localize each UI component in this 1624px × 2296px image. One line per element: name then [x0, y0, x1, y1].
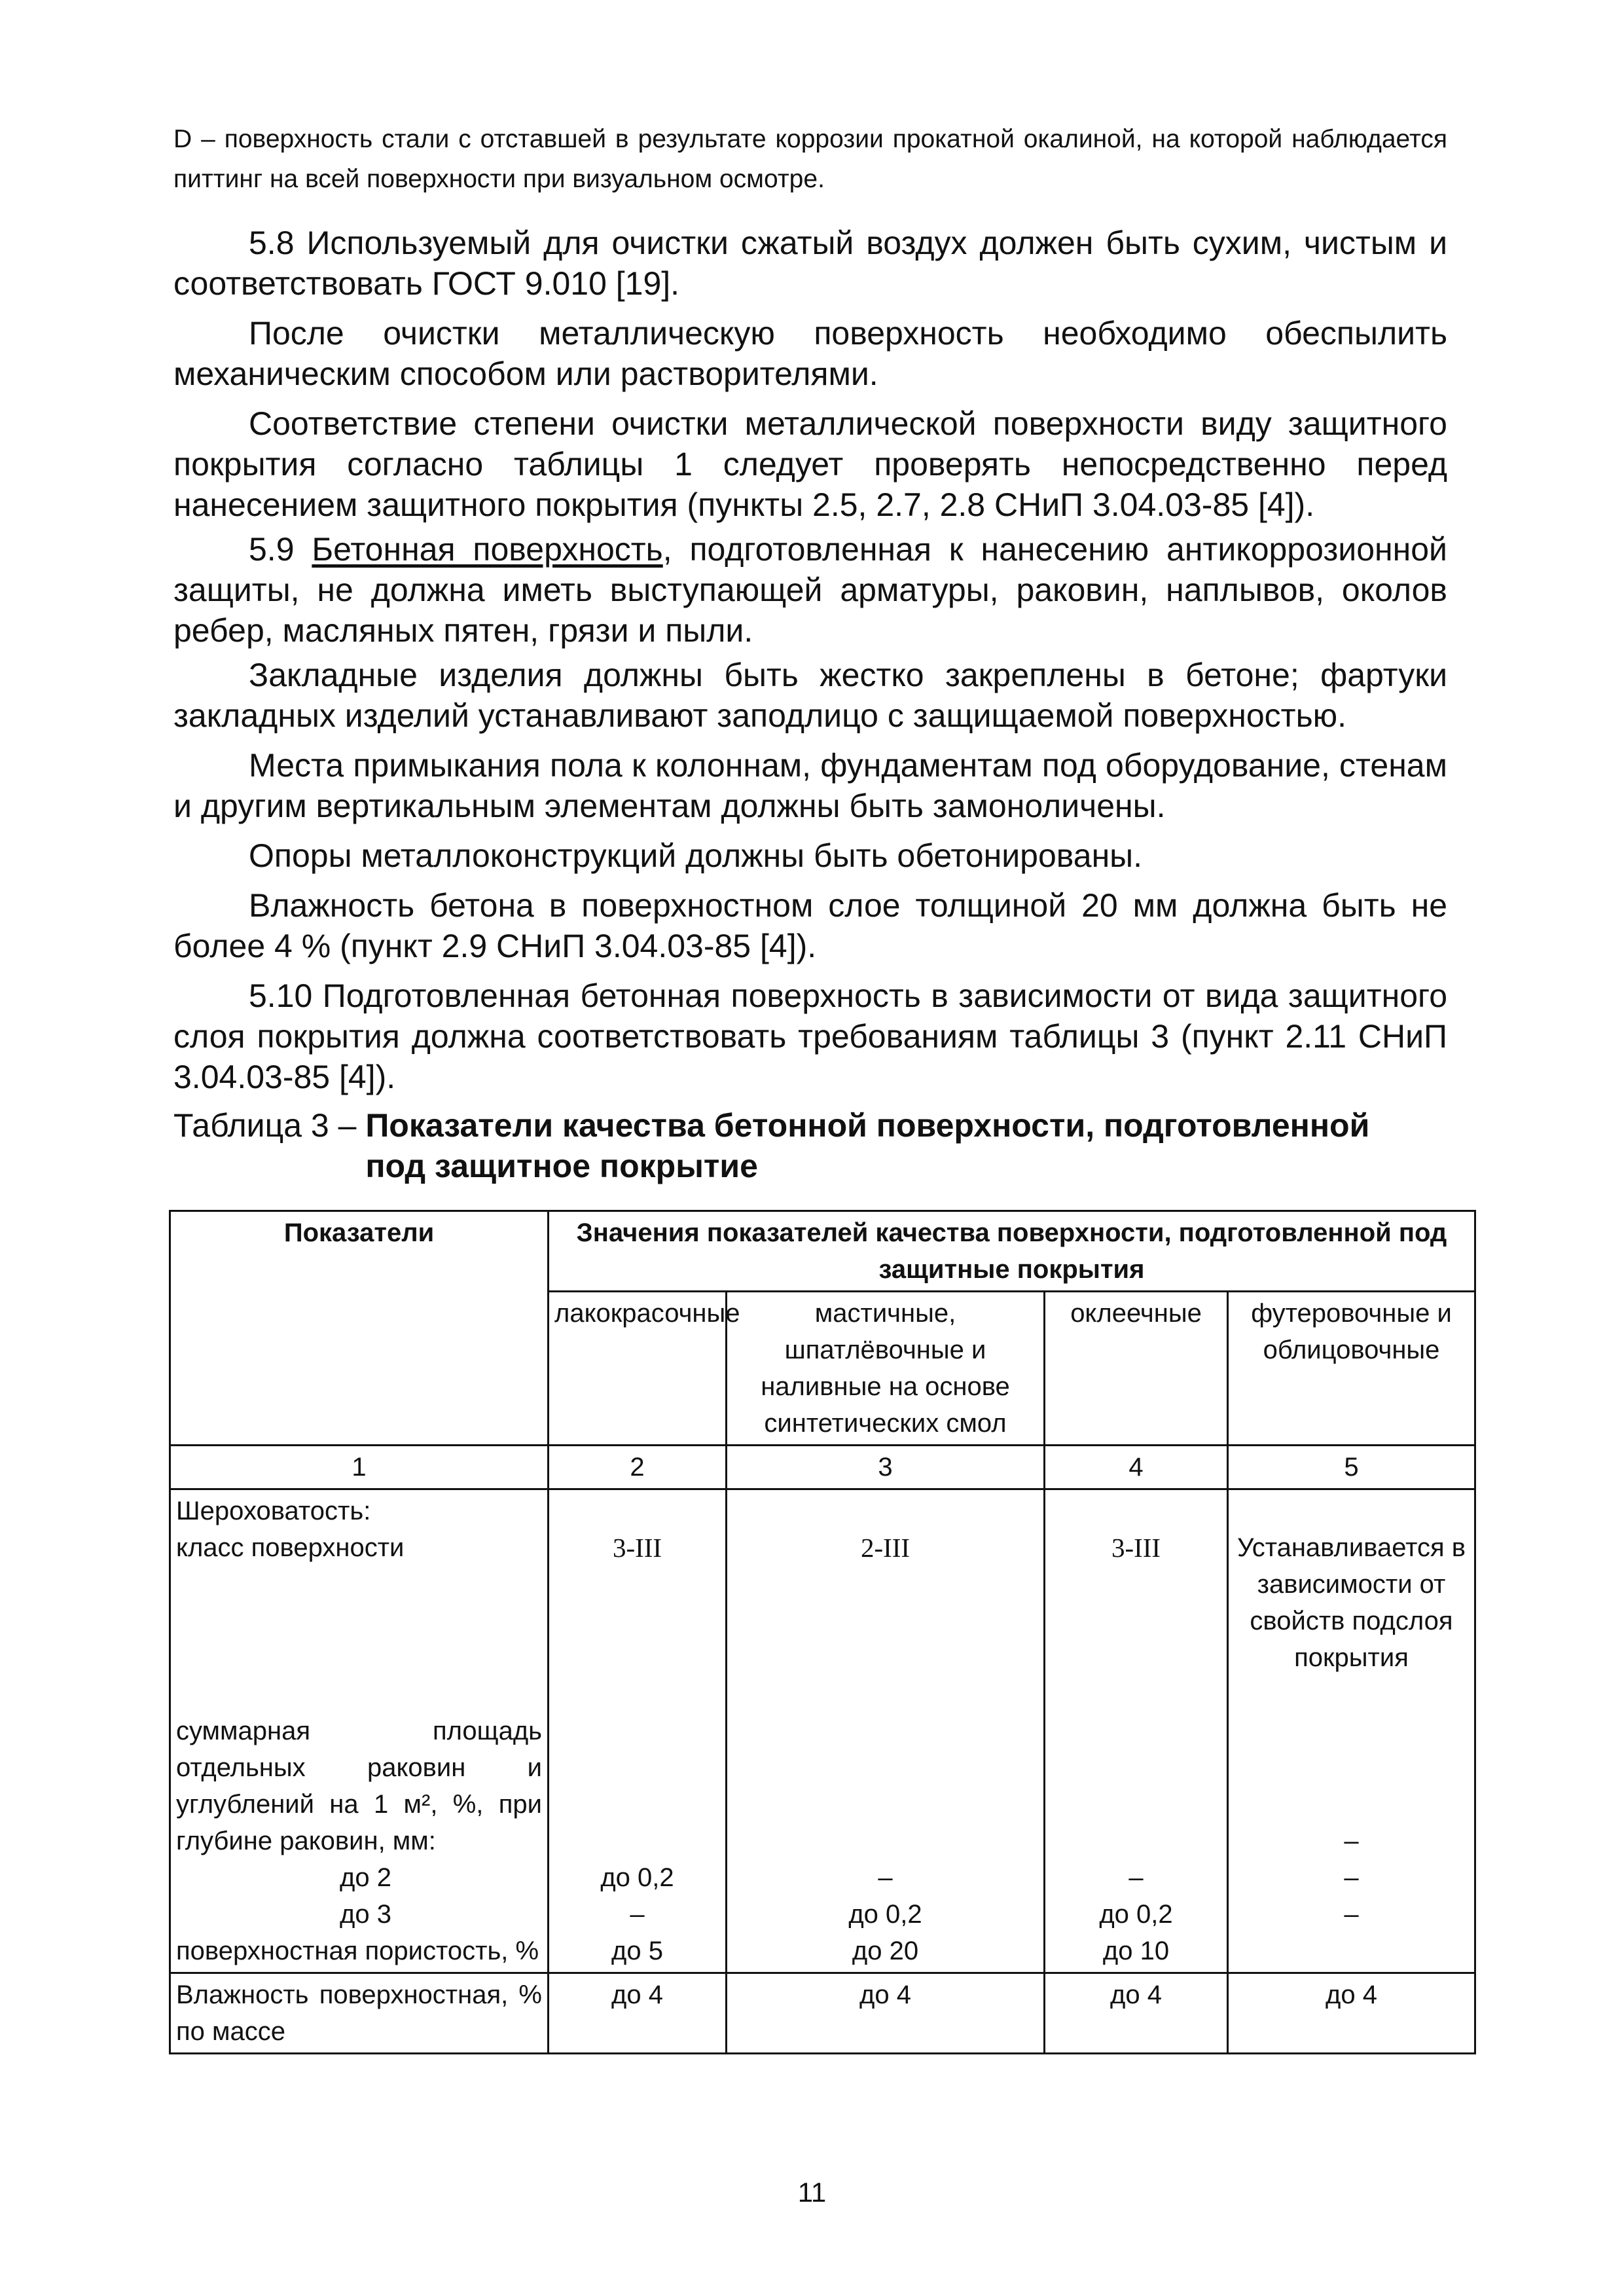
paragraph-5-8: 5.8 Используемый для очистки сжатый воздух должен быть сухим, чистым и соответствовать ГОСТ 9.010 [19].: [173, 225, 1447, 302]
column-number: 2: [549, 1446, 727, 1489]
depth-2-label: до 2: [340, 1863, 391, 1892]
note-d: D – поверхность стали с отставшей в результате коррозии прокатной окалиной, на которой наблюдается питтинг на всей поверхности при визуальном осмотре.: [173, 125, 1447, 193]
paragraph-concrete-moisture: Влажность бетона в поверхностном слое толщиной 20 мм должна быть не более 4 % (пункт 2.9 СНиП 3.04.03-85 [4]).: [173, 887, 1447, 964]
column-number: 5: [1228, 1446, 1475, 1489]
page-number: 11: [797, 2177, 827, 2208]
depth-2-value: –: [1344, 1827, 1359, 1855]
class-value: 2-III: [860, 1533, 911, 1563]
paragraph-cleaning-check: Соответствие степени очистки металлической поверхности виду защитного покрытия согласно таблицы 1 следует проверять непосредственно перед нанесением защитного покрытия (пункты 2.5, 2.7, 2.8 СНиП 3.04.03-85 [4]).: [173, 405, 1447, 523]
column-numbers-row: [170, 1446, 1475, 1489]
depth-2-value: до 0,2: [600, 1863, 674, 1892]
humidity-label: Влажность поверхностная, % по массе: [170, 1973, 549, 2054]
depth-3-value: –: [630, 1900, 645, 1929]
class-note: Устанавливается в зависимости от свойств подслоя покрытия: [1236, 1533, 1466, 1672]
paragraph-5-9: [173, 529, 1447, 651]
humidity-value: до 4: [1228, 1973, 1475, 2054]
term-concrete-surface: Бетонная поверхность: [312, 531, 663, 568]
indicators-cell: [170, 1489, 549, 1973]
header-group: Значения показателей качества поверхности, подготовленной под защитные покрытия: [549, 1211, 1475, 1292]
depth-3-value: до 0,2: [1099, 1900, 1173, 1929]
depth-3-value: до 0,2: [848, 1900, 922, 1929]
humidity-value: до 4: [549, 1973, 727, 2054]
paragraph-5-10: 5.10 Подготовленная бетонная поверхность в зависимости от вида защитного слоя покрытия должна соответствовать требованиям таблицы 3 (пункт 2.11 СНиП 3.04.03-85 [4]).: [173, 977, 1447, 1095]
table-caption: [173, 1105, 1447, 1186]
humidity-value: до 4: [1045, 1973, 1228, 2054]
mastic-values-cell: [727, 1489, 1045, 1973]
table-body-row: [170, 1489, 1475, 1973]
porosity-value: –: [1344, 1900, 1359, 1929]
depth-2-value: –: [878, 1863, 893, 1892]
paragraph-supports: Опоры металлоконструкций должны быть обетонированы.: [249, 837, 1143, 874]
header-lining-coatings: футеровочные и облицовочные: [1228, 1292, 1475, 1446]
roughness-label: Шероховатость:: [176, 1497, 371, 1525]
class-value: 3-III: [1111, 1533, 1161, 1563]
clause-text: , подготовленная к нанесению антикоррозионной защиты, не должна иметь выступающей арматуры, раковин, наплывов, околов ребер, масляных пятен, грязи и пыли.: [173, 531, 1447, 649]
depth-3-label: до 3: [340, 1900, 391, 1929]
main-text: [173, 223, 1447, 1106]
class-value: 3-III: [612, 1533, 662, 1563]
header-indicators: Показатели: [170, 1211, 549, 1446]
paragraph-floor-joints: Места примыкания пола к колоннам, фундаментам под оборудование, стенам и другим вертикальным элементам должны быть замоноличены.: [173, 747, 1447, 824]
humidity-value: до 4: [727, 1973, 1045, 2054]
porosity-value: до 20: [852, 1937, 919, 1965]
table-caption-label: Таблица 3 –: [173, 1107, 366, 1144]
porosity-value: до 10: [1102, 1937, 1170, 1965]
humidity-row: [170, 1973, 1475, 2054]
header-pasted-coatings: оклеечные: [1045, 1292, 1228, 1446]
table-header-row: [170, 1211, 1475, 1292]
depth-3-value: –: [1344, 1863, 1359, 1892]
quality-table: [169, 1210, 1476, 2054]
column-number: 1: [170, 1446, 549, 1489]
paragraph-dedusting: После очистки металлическую поверхность необходимо обеспылить механическим способом или растворителями.: [173, 315, 1447, 392]
porosity-value: до 5: [611, 1937, 663, 1965]
paragraph-embedded-parts: Закладные изделия должны быть жестко закреплены в бетоне; фартуки закладных изделий устанавливают заподлицо с защищаемой поверхностью.: [173, 657, 1447, 734]
depth-2-value: –: [1128, 1863, 1144, 1892]
total-area-label: суммарная площадь отдельных раковин и углублений на 1 м², %, при глубине раковин, мм:: [176, 1717, 542, 1855]
column-number: 4: [1045, 1446, 1228, 1489]
porosity-label: поверхностная пористость, %: [176, 1937, 539, 1965]
header-mastic-coatings: мастичные, шпатлёвочные и наливные на основе синтетических смол: [727, 1292, 1045, 1446]
surface-class-label: класс поверхности: [176, 1533, 405, 1562]
column-number: 3: [727, 1446, 1045, 1489]
table-caption-title: Показатели качества бетонной поверхности, подготовленной под защитное покрытие: [365, 1107, 1370, 1184]
lining-values-cell: [1228, 1489, 1475, 1973]
pasted-values-cell: [1045, 1489, 1228, 1973]
header-paint-coatings: лакокрасочные: [549, 1292, 727, 1446]
paint-values-cell: [549, 1489, 727, 1973]
clause-number: 5.9: [249, 531, 295, 568]
